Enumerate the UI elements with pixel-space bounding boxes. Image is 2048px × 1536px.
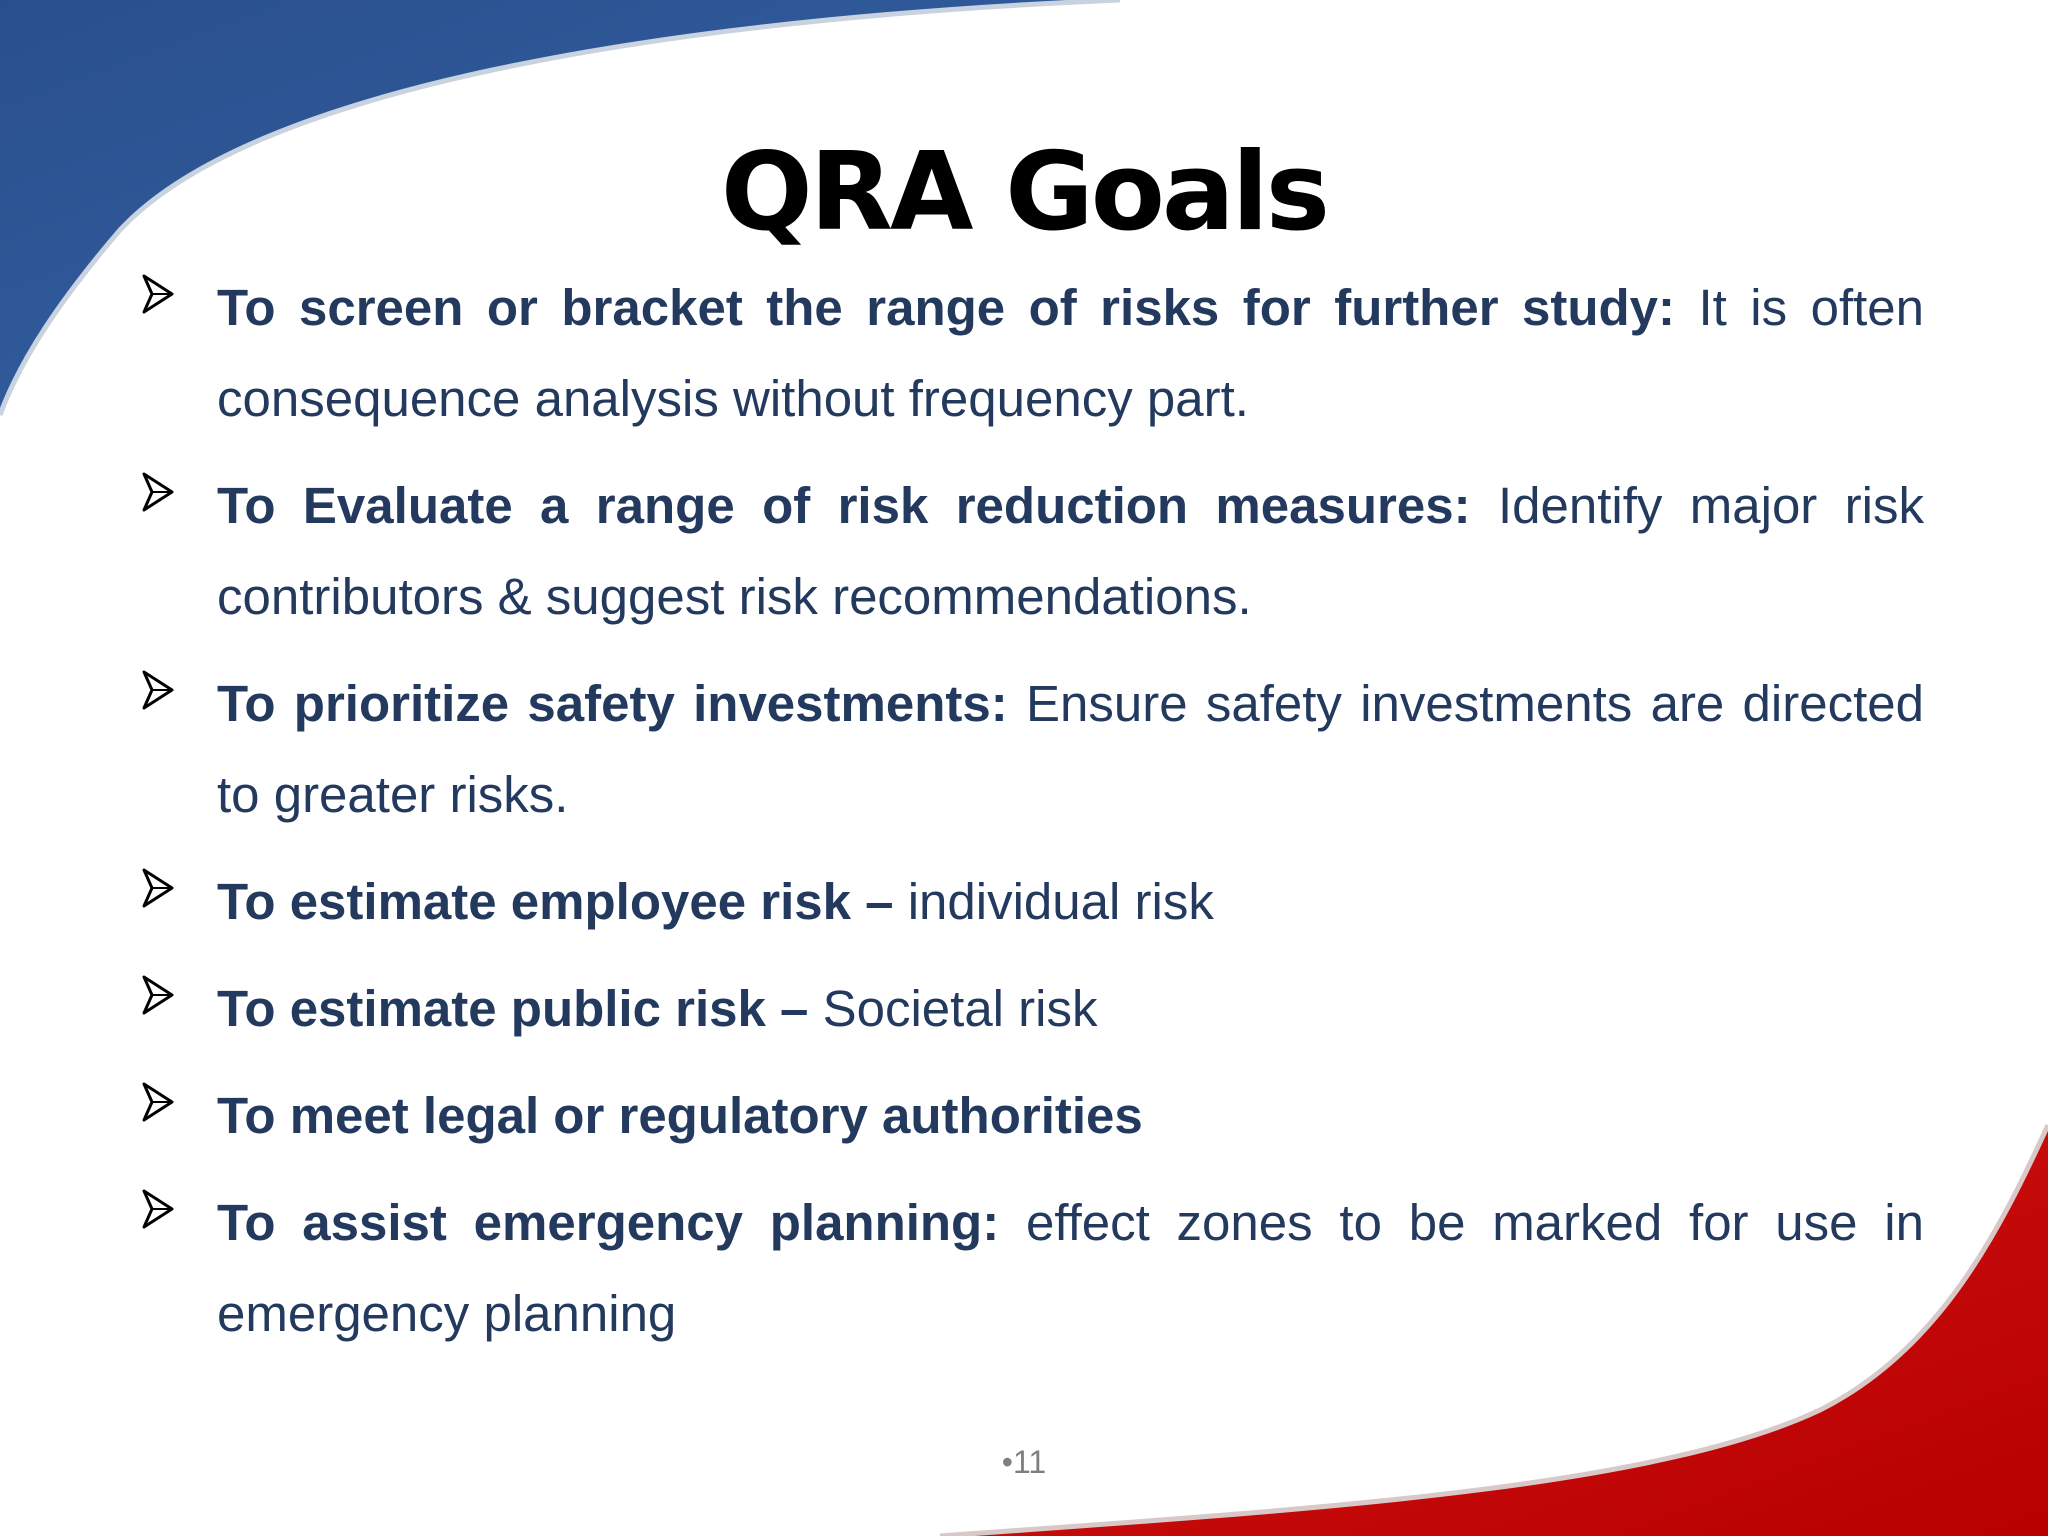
bullet-bold: To estimate employee risk – (217, 873, 894, 930)
arrow-bullet-icon (142, 868, 174, 908)
bullet-detail: individual risk (893, 873, 1214, 930)
arrow-bullet-icon (142, 1189, 174, 1229)
page-number: •11 (1001, 1444, 1047, 1480)
bullet-text (217, 1070, 1924, 1161)
bullet-bold: To meet legal or regulatory authorities (217, 1087, 1143, 1144)
bullet-text (217, 856, 1924, 947)
bullet-detail: effect zones to be marked for use in emergency planning (217, 1194, 1924, 1342)
bullet-item (142, 856, 1924, 947)
arrow-bullet-icon (142, 274, 174, 314)
arrow-bullet-icon (142, 670, 174, 710)
bullet-bold: To estimate public risk – (217, 980, 809, 1037)
bullet-bold: To Evaluate a range of risk reduction measures: (217, 477, 1471, 534)
bullet-list (142, 262, 1924, 1375)
bullet-bold: To prioritize safety investments: (217, 675, 1008, 732)
slide-title: QRA Goals (720, 130, 1328, 255)
bullet-text (217, 963, 1924, 1054)
bullet-text (217, 1177, 1924, 1359)
bullet-item (142, 1070, 1924, 1161)
bullet-detail: Ensure safety investments are directed to greater risks. (217, 675, 1924, 823)
bullet-item (142, 460, 1924, 642)
bullet-bold: To screen or bracket the range of risks for further study: (217, 279, 1676, 336)
bullet-text (217, 262, 1924, 444)
bullet-item (142, 658, 1924, 840)
bullet-detail: Societal risk (808, 980, 1098, 1037)
bullet-item (142, 963, 1924, 1054)
bullet-text (217, 460, 1924, 642)
arrow-bullet-icon (142, 1082, 174, 1122)
arrow-bullet-icon (142, 975, 174, 1015)
arrow-bullet-icon (142, 472, 174, 512)
bullet-item (142, 1177, 1924, 1359)
bullet-text (217, 658, 1924, 840)
bullet-detail: It is often consequence analysis without frequency part. (217, 279, 1925, 427)
bullet-item (142, 262, 1924, 444)
bullet-detail: Identify major risk contributors & suggest risk recommendations. (217, 477, 1924, 625)
bullet-bold: To assist emergency planning: (217, 1194, 1000, 1251)
